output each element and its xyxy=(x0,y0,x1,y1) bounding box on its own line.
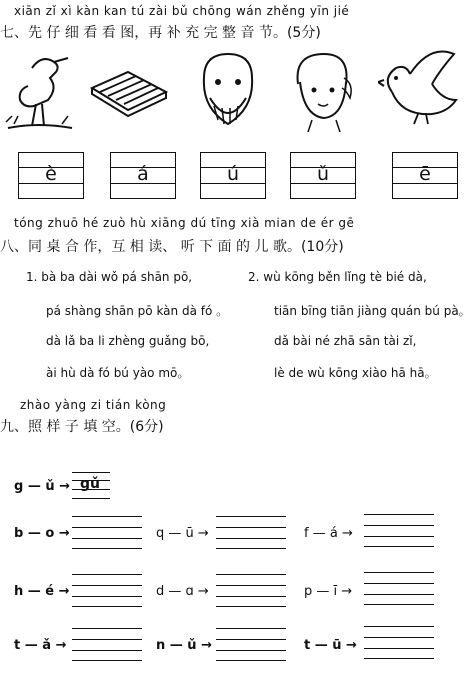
answer-lines-1[interactable] xyxy=(72,516,142,548)
grandpa-icon xyxy=(190,48,266,136)
item-label-3: f — á → xyxy=(304,526,353,541)
answer-lines-7[interactable] xyxy=(72,628,142,660)
poem1-line-4: ài hù dà fó bú yào mō。 xyxy=(46,366,190,380)
pinyin-box-4[interactable] xyxy=(290,152,356,198)
pinyin-box-1[interactable] xyxy=(18,152,84,198)
answer-lines-3[interactable] xyxy=(364,514,434,546)
answer-lines-2[interactable] xyxy=(216,516,286,548)
item-label-1: b — o → xyxy=(14,526,70,541)
raft-icon xyxy=(88,48,170,136)
box-letter: ú xyxy=(226,163,240,185)
item-label-8: n — ǔ → xyxy=(156,638,212,653)
poem1-line-2: pá shàng shān pō kàn dà fó 。 xyxy=(46,304,229,318)
answer-lines-6[interactable] xyxy=(364,572,434,604)
poem2-line-3: dǎ bài né zhā sān tài zǐ, xyxy=(274,334,417,348)
box-letter: ǔ xyxy=(316,163,330,185)
example-answer-lines xyxy=(72,472,110,498)
box-letter: ē xyxy=(419,163,431,185)
poem1-line-1: 1. bà ba dài wǒ pá shān pō, xyxy=(26,270,193,284)
item-label-7: t — ǎ → xyxy=(14,638,67,653)
poem1-line-3: dà lǎ ba li zhèng guǎng bō, xyxy=(46,334,210,348)
section8-pinyin: tóng zhuō hé zuò hù xiāng dú tīng xià mian de ér gē xyxy=(14,216,355,230)
poem2-line-4: lè de wù kōng xiào hā hā。 xyxy=(274,366,437,380)
pinyin-box-3[interactable] xyxy=(200,152,266,198)
section9-pinyin: zhào yàng zi tián kòng xyxy=(20,398,167,412)
item-label-2: q — ū → xyxy=(156,526,209,541)
answer-lines-9[interactable] xyxy=(364,626,434,658)
dove-icon xyxy=(378,48,460,136)
pinyin-box-5[interactable] xyxy=(392,152,458,198)
example-label: g — ǔ → xyxy=(14,479,71,494)
pinyin-box-2[interactable] xyxy=(110,152,176,198)
poem2-line-2: tiān bīng tiān jiàng quán bú pà。 xyxy=(274,304,471,318)
item-label-5: d — ɑ → xyxy=(156,584,209,599)
crane-icon xyxy=(2,48,78,136)
box-letter: á xyxy=(137,163,149,185)
answer-lines-4[interactable] xyxy=(72,574,142,606)
example-answer: gǔ xyxy=(80,476,100,492)
item-label-4: h — é → xyxy=(14,584,70,599)
box-letter: è xyxy=(45,163,57,185)
item-label-6: p — ī → xyxy=(304,584,353,599)
poem2-line-1: 2. wù kōng běn lǐng tè bié dà, xyxy=(248,270,427,284)
item-label-9: t — ū → xyxy=(304,638,357,653)
girl-icon xyxy=(282,48,358,136)
section9-title: 九、照 样 子 填 空。(6分) xyxy=(0,419,164,435)
section8-title: 八、同 桌 合 作，互 相 读、 听 下 面 的 儿 歌。(10分) xyxy=(0,239,344,255)
answer-lines-5[interactable] xyxy=(216,574,286,606)
section7-pinyin: xiān zǐ xì kàn kan tú zài bǔ chōng wán zhěng yīn jié xyxy=(14,4,350,18)
answer-lines-8[interactable] xyxy=(216,628,286,660)
section7-title: 七、先 仔 细 看 看 图，再 补 充 完 整 音 节。(5分) xyxy=(0,25,321,41)
